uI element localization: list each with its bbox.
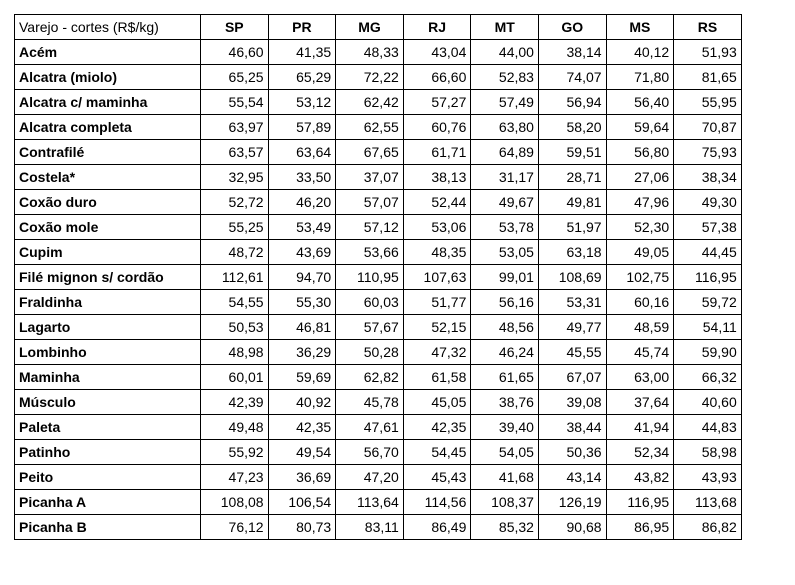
- price-cell-rj: 43,04: [403, 40, 471, 65]
- price-cell-ms: 56,40: [606, 90, 674, 115]
- price-cell-mg: 113,64: [336, 490, 404, 515]
- price-cell-rs: 86,82: [674, 515, 742, 540]
- price-cell-go: 59,51: [538, 140, 606, 165]
- price-cell-mg: 37,07: [336, 165, 404, 190]
- price-cell-go: 74,07: [538, 65, 606, 90]
- price-cell-sp: 48,98: [201, 340, 269, 365]
- price-cell-mt: 52,83: [471, 65, 539, 90]
- price-cell-ms: 27,06: [606, 165, 674, 190]
- price-cell-rs: 66,32: [674, 365, 742, 390]
- price-cell-rs: 57,38: [674, 215, 742, 240]
- price-cell-rs: 51,93: [674, 40, 742, 65]
- price-cell-go: 56,94: [538, 90, 606, 115]
- price-cell-sp: 55,25: [201, 215, 269, 240]
- price-cell-go: 51,97: [538, 215, 606, 240]
- price-cell-sp: 76,12: [201, 515, 269, 540]
- cut-name-cell: Coxão mole: [15, 215, 201, 240]
- price-cell-sp: 55,54: [201, 90, 269, 115]
- price-cell-mg: 57,67: [336, 315, 404, 340]
- price-cell-pr: 46,20: [268, 190, 336, 215]
- price-cell-ms: 56,80: [606, 140, 674, 165]
- price-cell-sp: 108,08: [201, 490, 269, 515]
- price-cell-mg: 50,28: [336, 340, 404, 365]
- table-row: [15, 340, 742, 365]
- price-cell-go: 50,36: [538, 440, 606, 465]
- price-cell-mg: 62,42: [336, 90, 404, 115]
- price-cell-pr: 53,49: [268, 215, 336, 240]
- price-cell-pr: 59,69: [268, 365, 336, 390]
- price-cell-mg: 57,12: [336, 215, 404, 240]
- price-cell-mg: 45,78: [336, 390, 404, 415]
- price-cell-ms: 52,34: [606, 440, 674, 465]
- price-cell-ms: 86,95: [606, 515, 674, 540]
- price-cell-ms: 63,00: [606, 365, 674, 390]
- price-cell-ms: 60,16: [606, 290, 674, 315]
- price-cell-go: 49,77: [538, 315, 606, 340]
- price-cell-sp: 52,72: [201, 190, 269, 215]
- table-row: [15, 440, 742, 465]
- cut-name-cell: Alcatra completa: [15, 115, 201, 140]
- price-cell-go: 39,08: [538, 390, 606, 415]
- price-cell-ms: 40,12: [606, 40, 674, 65]
- price-cell-sp: 60,01: [201, 365, 269, 390]
- price-cell-ms: 48,59: [606, 315, 674, 340]
- price-cell-sp: 54,55: [201, 290, 269, 315]
- price-cell-mg: 60,03: [336, 290, 404, 315]
- price-cell-ms: 116,95: [606, 490, 674, 515]
- price-cell-go: 38,14: [538, 40, 606, 65]
- retail-beef-cuts-price-table: [14, 14, 742, 540]
- table-row: [15, 140, 742, 165]
- column-header-pr: PR: [268, 15, 336, 40]
- price-cell-rj: 60,76: [403, 115, 471, 140]
- price-cell-pr: 42,35: [268, 415, 336, 440]
- price-cell-go: 90,68: [538, 515, 606, 540]
- table-body: [15, 40, 742, 540]
- price-cell-mg: 56,70: [336, 440, 404, 465]
- price-cell-sp: 112,61: [201, 265, 269, 290]
- price-cell-pr: 55,30: [268, 290, 336, 315]
- table-row: [15, 240, 742, 265]
- price-cell-ms: 37,64: [606, 390, 674, 415]
- price-cell-mt: 39,40: [471, 415, 539, 440]
- price-cell-mt: 46,24: [471, 340, 539, 365]
- price-cell-mt: 49,67: [471, 190, 539, 215]
- price-cell-mg: 72,22: [336, 65, 404, 90]
- price-cell-sp: 63,57: [201, 140, 269, 165]
- header-row: [15, 15, 742, 40]
- table-row: [15, 415, 742, 440]
- price-cell-ms: 59,64: [606, 115, 674, 140]
- cut-name-cell: Alcatra (miolo): [15, 65, 201, 90]
- table-row: [15, 365, 742, 390]
- price-cell-go: 28,71: [538, 165, 606, 190]
- price-cell-mt: 85,32: [471, 515, 539, 540]
- price-cell-go: 53,31: [538, 290, 606, 315]
- table-row: [15, 165, 742, 190]
- price-cell-ms: 71,80: [606, 65, 674, 90]
- price-cell-mg: 62,55: [336, 115, 404, 140]
- column-header-rs: RS: [674, 15, 742, 40]
- cut-name-cell: Músculo: [15, 390, 201, 415]
- price-cell-mt: 54,05: [471, 440, 539, 465]
- price-cell-rs: 70,87: [674, 115, 742, 140]
- price-table-container: [14, 14, 742, 540]
- table-row: [15, 215, 742, 240]
- price-cell-rj: 66,60: [403, 65, 471, 90]
- cut-name-cell: Filé mignon s/ cordão: [15, 265, 201, 290]
- price-cell-go: 58,20: [538, 115, 606, 140]
- table-row: [15, 40, 742, 65]
- price-cell-rj: 38,13: [403, 165, 471, 190]
- table-row: [15, 65, 742, 90]
- price-cell-rj: 45,43: [403, 465, 471, 490]
- price-cell-pr: 40,92: [268, 390, 336, 415]
- price-cell-rs: 81,65: [674, 65, 742, 90]
- price-cell-rj: 61,71: [403, 140, 471, 165]
- price-cell-mt: 53,78: [471, 215, 539, 240]
- price-cell-pr: 65,29: [268, 65, 336, 90]
- cut-name-cell: Lagarto: [15, 315, 201, 340]
- column-header-mg: MG: [336, 15, 404, 40]
- cut-name-cell: Cupim: [15, 240, 201, 265]
- price-cell-mt: 57,49: [471, 90, 539, 115]
- price-cell-rs: 58,98: [674, 440, 742, 465]
- price-cell-go: 45,55: [538, 340, 606, 365]
- table-header: [15, 15, 742, 40]
- cut-name-cell: Patinho: [15, 440, 201, 465]
- cut-name-cell: Lombinho: [15, 340, 201, 365]
- price-cell-mt: 48,56: [471, 315, 539, 340]
- column-header-rj: RJ: [403, 15, 471, 40]
- cut-name-cell: Costela*: [15, 165, 201, 190]
- table-row: [15, 290, 742, 315]
- price-cell-pr: 36,29: [268, 340, 336, 365]
- price-cell-mt: 64,89: [471, 140, 539, 165]
- cut-name-cell: Picanha A: [15, 490, 201, 515]
- price-cell-rj: 51,77: [403, 290, 471, 315]
- corner-label: Varejo - cortes (R$/kg): [15, 15, 201, 40]
- price-cell-rj: 52,15: [403, 315, 471, 340]
- cut-name-cell: Fraldinha: [15, 290, 201, 315]
- price-cell-rj: 47,32: [403, 340, 471, 365]
- cut-name-cell: Coxão duro: [15, 190, 201, 215]
- price-cell-sp: 46,60: [201, 40, 269, 65]
- price-cell-pr: 106,54: [268, 490, 336, 515]
- price-cell-rs: 75,93: [674, 140, 742, 165]
- price-cell-sp: 55,92: [201, 440, 269, 465]
- price-cell-sp: 48,72: [201, 240, 269, 265]
- price-cell-ms: 52,30: [606, 215, 674, 240]
- price-cell-sp: 42,39: [201, 390, 269, 415]
- price-cell-mt: 53,05: [471, 240, 539, 265]
- column-header-sp: SP: [201, 15, 269, 40]
- price-cell-pr: 41,35: [268, 40, 336, 65]
- price-cell-rs: 44,45: [674, 240, 742, 265]
- price-cell-mt: 61,65: [471, 365, 539, 390]
- cut-name-cell: Picanha B: [15, 515, 201, 540]
- price-cell-mt: 99,01: [471, 265, 539, 290]
- price-cell-rs: 59,72: [674, 290, 742, 315]
- table-row: [15, 265, 742, 290]
- price-cell-rs: 40,60: [674, 390, 742, 415]
- price-cell-ms: 102,75: [606, 265, 674, 290]
- price-cell-ms: 49,05: [606, 240, 674, 265]
- price-cell-rs: 43,93: [674, 465, 742, 490]
- price-cell-mt: 38,76: [471, 390, 539, 415]
- cut-name-cell: Acém: [15, 40, 201, 65]
- price-cell-pr: 33,50: [268, 165, 336, 190]
- price-cell-mt: 44,00: [471, 40, 539, 65]
- price-cell-go: 126,19: [538, 490, 606, 515]
- price-cell-rs: 38,34: [674, 165, 742, 190]
- price-cell-rs: 54,11: [674, 315, 742, 340]
- price-cell-rj: 52,44: [403, 190, 471, 215]
- price-cell-rs: 55,95: [674, 90, 742, 115]
- price-cell-rj: 54,45: [403, 440, 471, 465]
- price-cell-go: 63,18: [538, 240, 606, 265]
- table-row: [15, 515, 742, 540]
- table-row: [15, 390, 742, 415]
- price-cell-ms: 47,96: [606, 190, 674, 215]
- price-cell-mt: 56,16: [471, 290, 539, 315]
- column-header-mt: MT: [471, 15, 539, 40]
- price-cell-sp: 49,48: [201, 415, 269, 440]
- price-cell-pr: 46,81: [268, 315, 336, 340]
- price-cell-rj: 53,06: [403, 215, 471, 240]
- price-cell-rj: 48,35: [403, 240, 471, 265]
- price-cell-go: 43,14: [538, 465, 606, 490]
- cut-name-cell: Paleta: [15, 415, 201, 440]
- table-row: [15, 315, 742, 340]
- price-cell-ms: 41,94: [606, 415, 674, 440]
- price-cell-sp: 65,25: [201, 65, 269, 90]
- table-row: [15, 190, 742, 215]
- price-cell-sp: 63,97: [201, 115, 269, 140]
- price-cell-mt: 63,80: [471, 115, 539, 140]
- price-cell-pr: 63,64: [268, 140, 336, 165]
- cut-name-cell: Alcatra c/ maminha: [15, 90, 201, 115]
- price-cell-mg: 83,11: [336, 515, 404, 540]
- column-header-go: GO: [538, 15, 606, 40]
- price-cell-rs: 44,83: [674, 415, 742, 440]
- price-cell-go: 49,81: [538, 190, 606, 215]
- price-cell-rj: 42,35: [403, 415, 471, 440]
- price-cell-sp: 32,95: [201, 165, 269, 190]
- column-header-ms: MS: [606, 15, 674, 40]
- price-cell-mg: 53,66: [336, 240, 404, 265]
- price-cell-ms: 43,82: [606, 465, 674, 490]
- price-cell-pr: 43,69: [268, 240, 336, 265]
- price-cell-pr: 94,70: [268, 265, 336, 290]
- table-row: [15, 115, 742, 140]
- price-cell-mg: 62,82: [336, 365, 404, 390]
- price-cell-mt: 41,68: [471, 465, 539, 490]
- price-cell-pr: 53,12: [268, 90, 336, 115]
- price-cell-mg: 48,33: [336, 40, 404, 65]
- price-cell-rj: 107,63: [403, 265, 471, 290]
- price-cell-mt: 31,17: [471, 165, 539, 190]
- price-cell-go: 108,69: [538, 265, 606, 290]
- price-cell-rj: 45,05: [403, 390, 471, 415]
- price-cell-rs: 49,30: [674, 190, 742, 215]
- price-cell-rj: 61,58: [403, 365, 471, 390]
- table-row: [15, 465, 742, 490]
- price-cell-mg: 67,65: [336, 140, 404, 165]
- price-cell-sp: 47,23: [201, 465, 269, 490]
- table-row: [15, 90, 742, 115]
- price-cell-sp: 50,53: [201, 315, 269, 340]
- price-cell-pr: 49,54: [268, 440, 336, 465]
- price-cell-go: 67,07: [538, 365, 606, 390]
- price-cell-rs: 116,95: [674, 265, 742, 290]
- price-cell-mg: 110,95: [336, 265, 404, 290]
- price-cell-pr: 36,69: [268, 465, 336, 490]
- cut-name-cell: Maminha: [15, 365, 201, 390]
- price-cell-rj: 86,49: [403, 515, 471, 540]
- price-cell-pr: 57,89: [268, 115, 336, 140]
- price-cell-mg: 57,07: [336, 190, 404, 215]
- cut-name-cell: Contrafilé: [15, 140, 201, 165]
- cut-name-cell: Peito: [15, 465, 201, 490]
- table-row: [15, 490, 742, 515]
- price-cell-rs: 59,90: [674, 340, 742, 365]
- price-cell-rs: 113,68: [674, 490, 742, 515]
- price-cell-mt: 108,37: [471, 490, 539, 515]
- price-cell-rj: 57,27: [403, 90, 471, 115]
- price-cell-mg: 47,61: [336, 415, 404, 440]
- price-cell-go: 38,44: [538, 415, 606, 440]
- price-cell-rj: 114,56: [403, 490, 471, 515]
- price-cell-ms: 45,74: [606, 340, 674, 365]
- price-cell-pr: 80,73: [268, 515, 336, 540]
- price-cell-mg: 47,20: [336, 465, 404, 490]
